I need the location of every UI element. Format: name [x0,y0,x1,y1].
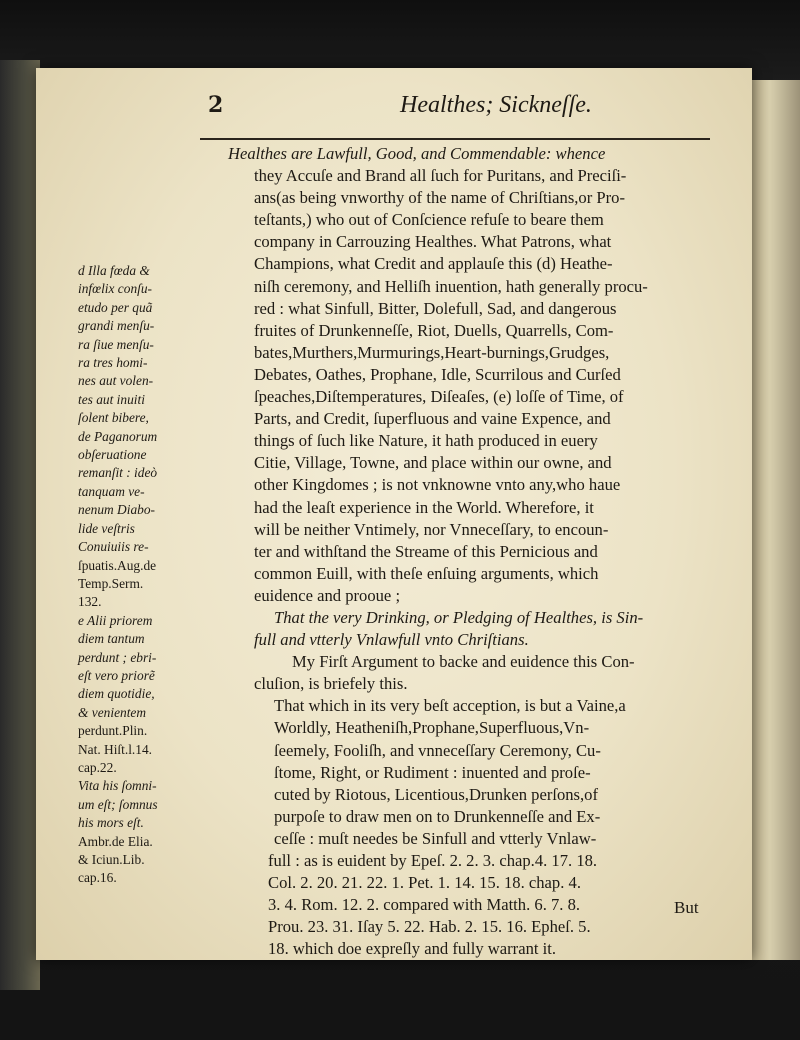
text-line: common Euill, with theſe enſuing arguments, which [254,563,599,583]
header-rule [200,138,710,140]
text-line: Parts, and Credit, ſuperfluous and vaine Expence, and [254,409,611,429]
margin-note-line: cap.16. [78,870,117,886]
margin-note-line: infœlix conſu- [78,281,153,297]
margin-note-line: ra ſiue menſu- [78,336,154,352]
text-line: bates,Murthers,Murmurings,Heart-burnings,Grudges, [254,342,610,362]
margin-note-line: ra tres homi- [78,355,148,371]
text-line: company in Carrouzing Healthes. What Patrons, what [254,232,612,252]
margin-note-line: ſolent bibere, [78,410,149,426]
text-line: other Kingdomes ; is not vnknowne vnto any,who haue [254,475,621,495]
text-line: things of ſuch like Nature, it hath produced in euery [254,431,598,451]
text-line: full : as is euident by Epeſ. 2. 2. 3. chap.4. 17. 18. [268,851,598,870]
text-line: ceſſe : muſt needes be Sinfull and vtterly Vnlaw- [274,828,597,848]
text-line: full and vtterly Vnlawfull vnto Chriſtians. [254,630,529,650]
margin-note-line: diem tantum [78,631,145,647]
margin-note-line: Nat. Hiſt.l.14. [78,741,153,757]
page-header [70,92,730,132]
text-line: That which in its very beſt acception, is but a Vaine,a [274,696,626,716]
text-line: niſh ceremony, and Helliſh inuention, hath generally procu- [254,276,648,296]
text-line: cluſion, is briefely this. [254,674,408,694]
text-line: 3. 4. Rom. 12. 2. compared with Matth. 6. 7. 8. [268,895,581,915]
facing-page-edge [750,80,800,960]
text-line: Champions, what Credit and applauſe this (d) Heathe- [254,254,613,274]
margin-note-line: Ambr.de Elia. [78,833,153,849]
margin-note-line: nenum Diabo- [78,502,155,518]
text-line: That the very Drinking, or Pledging of Healthes, is Sin- [274,607,644,627]
margin-note-line: Temp.Serm. [78,575,144,591]
main-text-column [228,143,724,960]
margin-note-line: ſpuatis.Aug.de [78,557,157,573]
margin-note-line: perdunt ; ebri- [78,649,157,665]
margin-note-line: 132. [78,594,102,610]
text-line: Healthes are Lawfull, Good, and Commendable: whence [228,144,606,163]
margin-note-line: um eſt; ſomnus [78,796,158,812]
book-spine-shadow [0,60,40,990]
margin-note-line: d Illa fœda & [78,263,150,278]
margin-note-line: e Alii priorem [78,612,153,628]
margin-note-line: grandi menſu- [78,318,155,334]
margin-note-line: remanſit : ideò [78,465,158,481]
margin-note-line: cap.22. [78,759,117,775]
text-line: cuted by Riotous, Licentious,Drunken perſons,of [274,784,598,804]
margin-note-line: eſt vero priorẽ [78,667,155,683]
margin-note-line: tes aut inuiti [78,391,145,407]
margin-note-line: diem quotidie, [78,686,155,702]
text-line: Prou. 23. 31. Iſay 5. 22. Hab. 2. 15. 16. Epheſ. 5. [268,917,591,937]
margin-note-line: obſeruatione [78,447,147,463]
margin-note-line: Conuiuiis re- [78,539,149,555]
text-line: 18. which doe expreſly and fully warrant it. [268,939,557,959]
text-line: they Accuſe and Brand all ſuch for Puritans, and Preciſi- [254,166,627,186]
margin-note-line: de Paganorum [78,428,158,444]
text-line: Col. 2. 20. 21. 22. 1. Pet. 1. 14. 15. 18. chap. 4. [268,873,581,893]
margin-note-line: etudo per quã [78,299,153,315]
margin-note-line: lide veſtris [78,520,135,536]
margin-note-line: tanquam ve- [78,483,145,499]
text-line: had the leaſt experience in the World. Wherefore, it [254,497,594,517]
margin-note-line: nes aut volen- [78,373,154,389]
margin-note-line: perdunt.Plin. [78,723,148,739]
margin-note-line: & venientem [78,704,147,720]
text-line: purpoſe to draw men on to Drunkenneſſe and Ex- [274,806,601,826]
text-line: My Firſt Argument to backe and euidence this Con- [292,652,635,672]
margin-note-line: Vita his ſomni- [78,778,157,794]
margin-note-line: his mors eſt. [78,815,144,831]
text-line: Worldly, Heatheniſh,Prophane,Superfluous,Vn- [274,718,590,738]
text-line: Debates, Oathes, Prophane, Idle, Scurrilous and Curſed [254,364,621,384]
text-line: red : what Sinfull, Bitter, Dolefull, Sad, and dangerous [254,298,617,318]
text-line: euidence and prooue ; [254,585,401,605]
running-title: Healthes; Sickneſſe. [400,92,592,118]
text-line: ſtome, Right, or Rudiment : inuented and proſe- [274,762,591,782]
text-line: fruites of Drunkenneſſe, Riot, Duells, Quarrells, Com- [254,320,614,340]
catchword: But [674,898,699,917]
text-line: ſeemely, Fooliſh, and vnneceſſary Ceremony, Cu- [274,740,601,760]
text-line: will be neither Vntimely, nor Vnneceſſary, to encoun- [254,519,609,539]
text-line: Citie, Village, Towne, and place within our owne, and [254,453,612,473]
text-line: ſpeaches,Diſtemperatures, Diſeaſes, (e) loſſe of Time, of [254,387,624,407]
marginal-notes [78,262,250,888]
page-number: 2 [208,92,224,118]
text-line: teſtants,) who out of Conſcience refuſe to beare them [254,210,604,230]
margin-note-line: & Iciun.Lib. [78,852,145,867]
text-line: ter and withſtand the Streame of this Pernicious and [254,541,598,561]
text-line: ans(as being vnworthy of the name of Chriſtians,or Pro- [254,188,625,208]
